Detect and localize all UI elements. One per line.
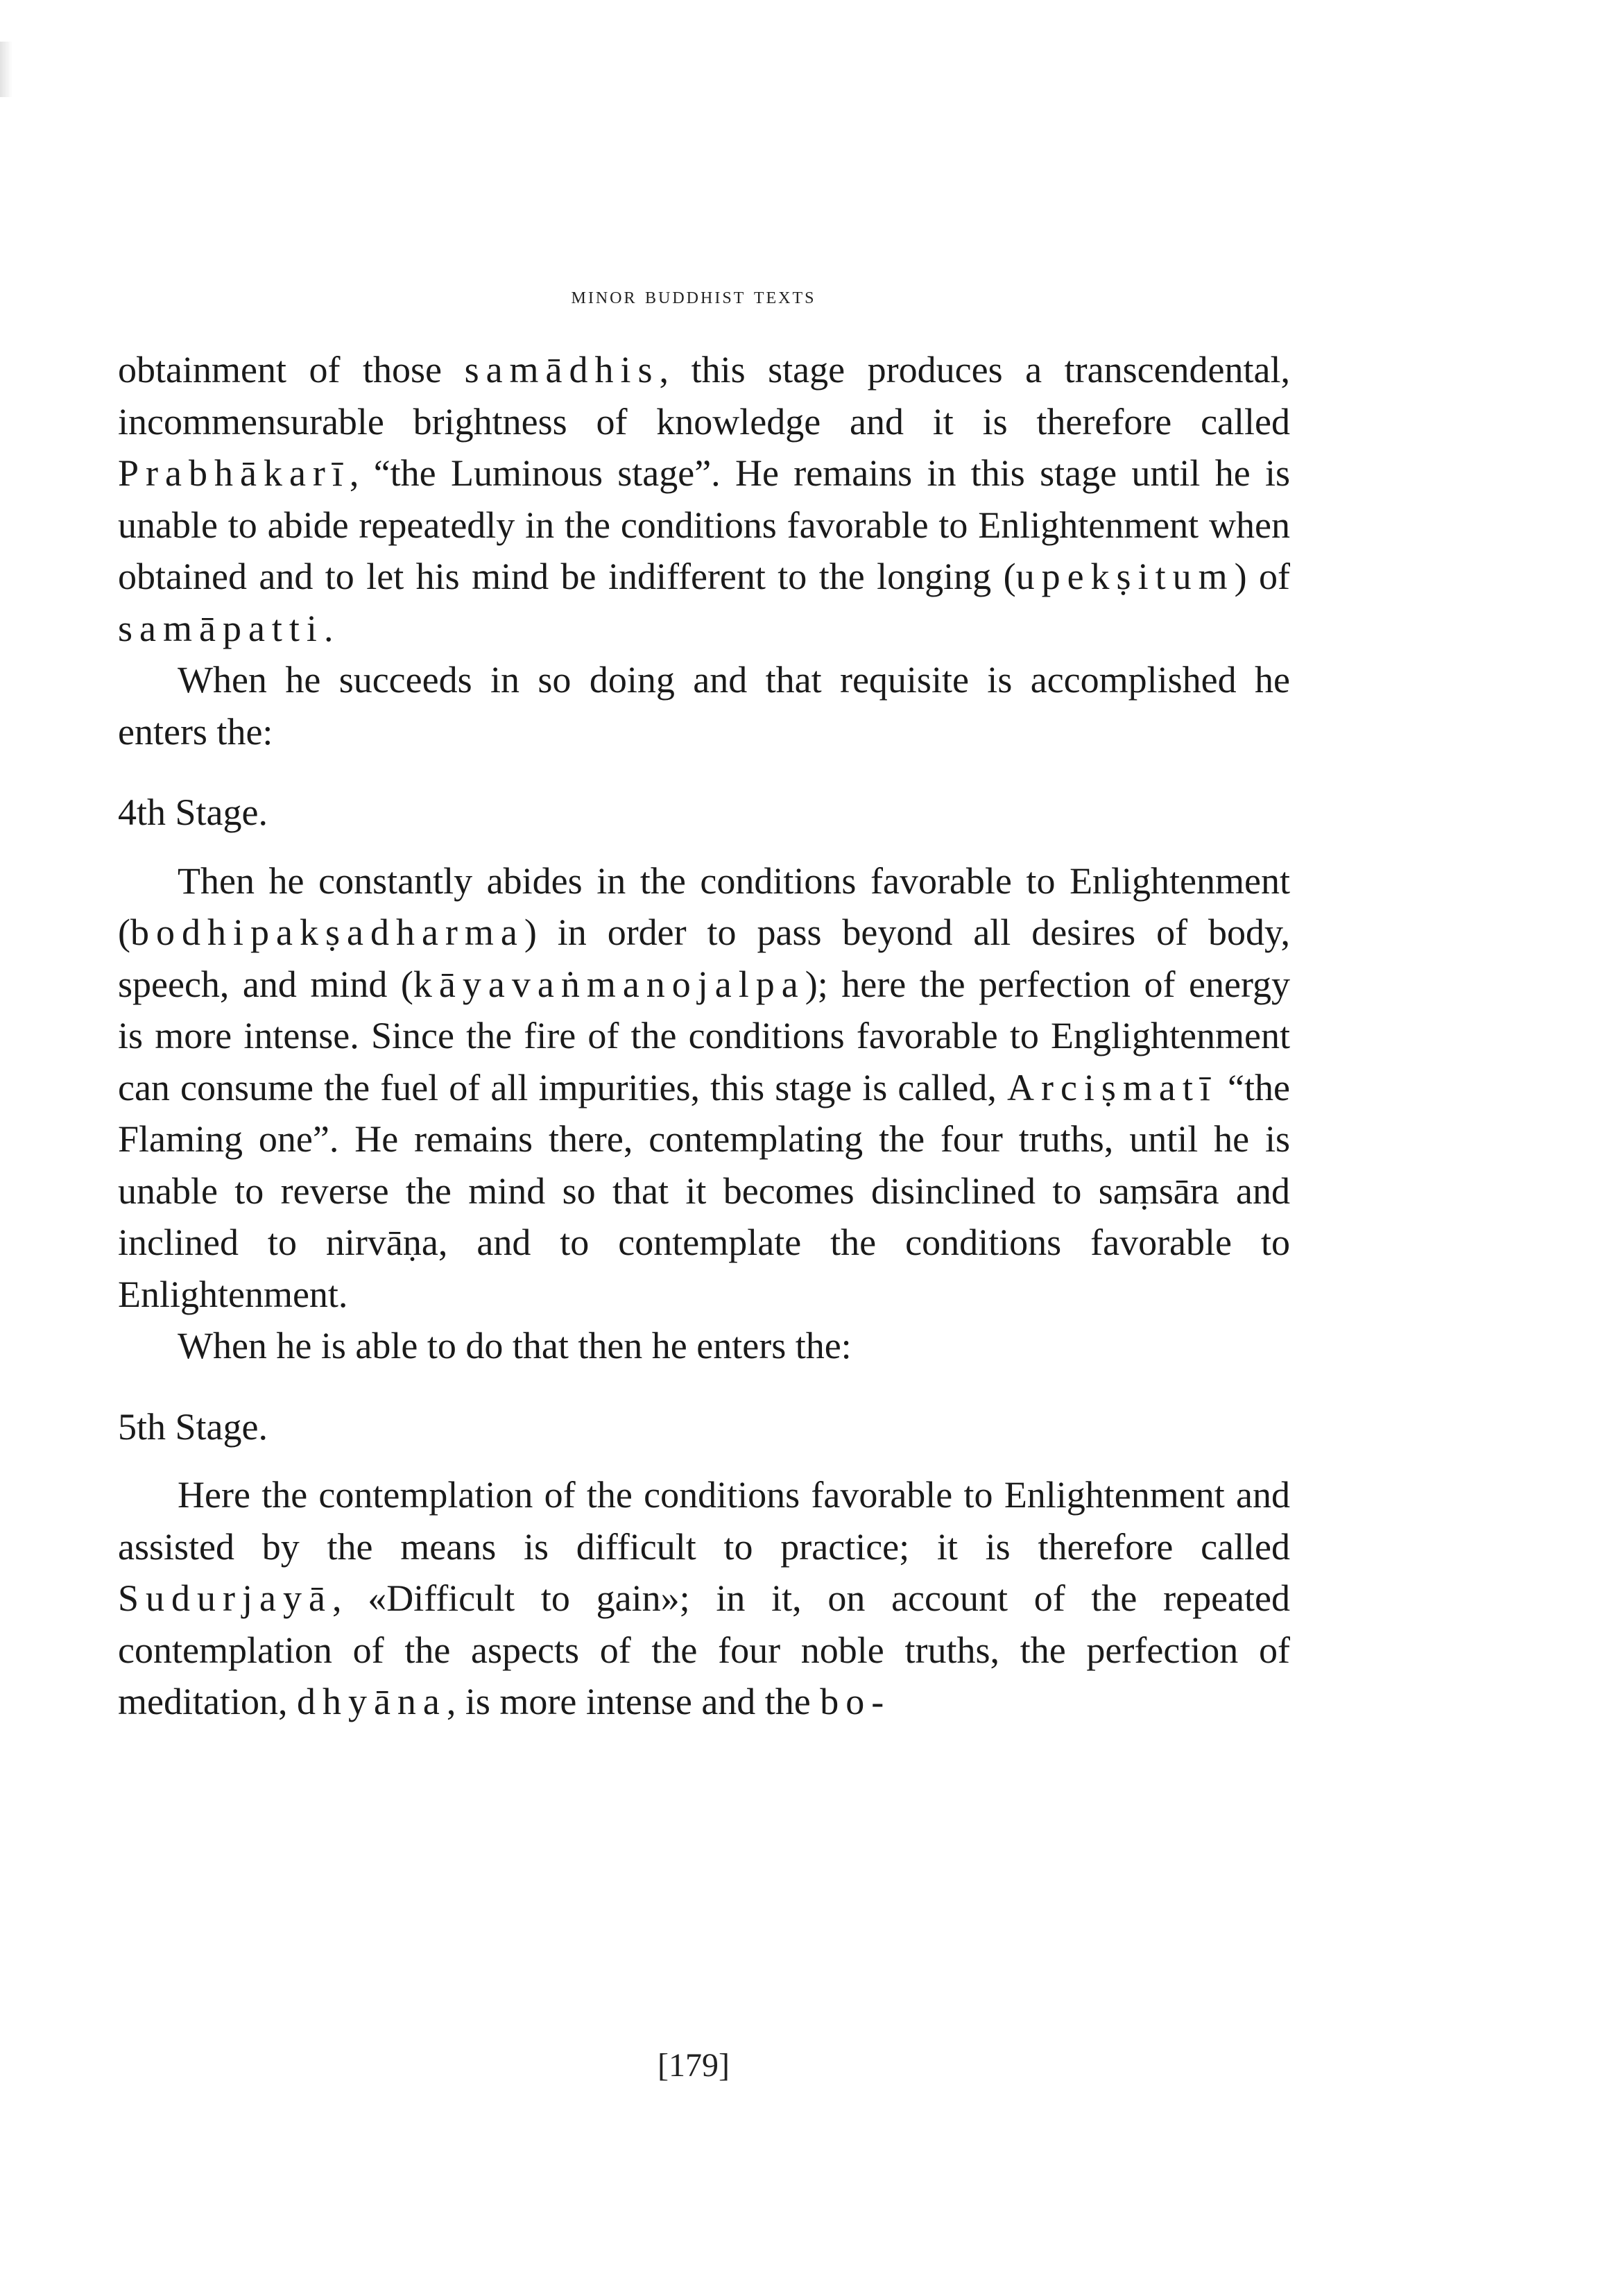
sanskrit-term: dhyāna bbox=[296, 1681, 447, 1722]
paragraph-2: When he succeeds in so doing and that requisite is accomplished he enters the: bbox=[118, 659, 1290, 753]
stage-heading-4: 4th Stage. bbox=[118, 791, 268, 833]
body-text bbox=[118, 344, 1290, 1728]
sanskrit-term: bo- bbox=[820, 1681, 891, 1722]
paragraph-3 bbox=[118, 855, 1290, 1321]
paragraph-5 bbox=[118, 1469, 1290, 1728]
page-number: [179] bbox=[658, 2047, 730, 2084]
text-run: ); here the perfection of energy is more intense. Since the fire of the conditions favorable to Englightenment can consume the fuel of all impurities, this stage is called, bbox=[118, 963, 1290, 1108]
text-run: ) of bbox=[1234, 556, 1290, 597]
text-run: “the Flaming one”. He remains there, contemplating the four truths, until he is unable to reverse the mind so that it becomes disinclined to saṃsāra and inclined to nirvāṇa, and to contemplate the conditions favorable to Enlightenment. bbox=[118, 1066, 1290, 1315]
sanskrit-term: kāyavaṅmanojalpa bbox=[413, 963, 805, 1005]
text-run: Then he constantly abides in the conditions favorable to Enlightenment ( bbox=[118, 859, 1290, 953]
text-run: obtainment of those bbox=[118, 349, 465, 391]
sanskrit-term: Prabhākarī bbox=[118, 452, 350, 494]
text-run: , «Difficult to gain»; in it, on account of the repeated contemplation of the aspects of the four noble truths, the perfection of meditation, bbox=[118, 1577, 1290, 1722]
sanskrit-term: samāpatti bbox=[118, 607, 324, 649]
text-run: , is more intense and the bbox=[446, 1681, 821, 1722]
text-run: . bbox=[323, 607, 334, 649]
stage-heading-5: 5th Stage. bbox=[118, 1405, 268, 1448]
sanskrit-term: Sudurjayā bbox=[118, 1577, 332, 1619]
text-run: ) in order to pass beyond all desires of body, speech, and mind ( bbox=[118, 911, 1290, 1005]
text-run: , this stage produces a transcendental, incommensurable brightness of knowledge and it is therefore called bbox=[118, 349, 1290, 443]
sanskrit-term: samādhis bbox=[464, 349, 660, 391]
text-run: Here the contemplation of the conditions favorable to Enlightenment and assisted by the means is difficult to practice; it is therefore called bbox=[118, 1474, 1290, 1568]
sanskrit-term: upekṣitum bbox=[1015, 556, 1235, 597]
scan-edge-mark bbox=[0, 42, 12, 97]
sanskrit-term: bodhipakṣadharma bbox=[130, 911, 524, 953]
running-head: minor buddhist texts bbox=[571, 283, 816, 309]
sanskrit-term: Arciṣmatī bbox=[1006, 1066, 1217, 1108]
paragraph-4: When he is able to do that then he enters the: bbox=[178, 1325, 852, 1367]
paragraph-1 bbox=[118, 344, 1290, 654]
text-run: , “the Luminous stage”. He remains in this stage until he is unable to abide repeatedly in the conditions favorable to Enlightenment when obtained and to let his mind be indifferent to the longing ( bbox=[118, 452, 1290, 597]
